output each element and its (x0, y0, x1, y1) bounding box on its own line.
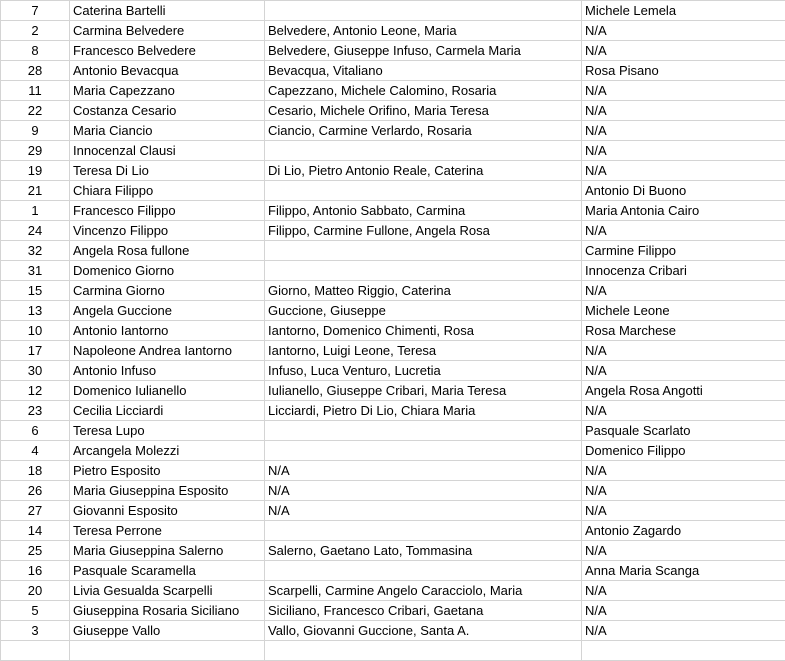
table-row (1, 541, 785, 561)
spouse-cell[interactable]: N/A (582, 481, 785, 501)
table-body (1, 1, 785, 661)
table-row (1, 481, 785, 501)
number-cell[interactable]: 5 (1, 601, 70, 621)
parents-cell[interactable]: Scarpelli, Carmine Angelo Caracciolo, Maria (265, 581, 582, 601)
spouse-cell[interactable]: N/A (582, 601, 785, 621)
table-row (1, 641, 785, 661)
number-cell[interactable]: 10 (1, 321, 70, 341)
name-cell[interactable]: Vincenzo Filippo (70, 221, 265, 241)
table-row (1, 81, 785, 101)
number-cell[interactable]: 4 (1, 441, 70, 461)
name-cell[interactable]: Livia Gesualda Scarpelli (70, 581, 265, 601)
number-cell[interactable]: 6 (1, 421, 70, 441)
number-cell[interactable]: 7 (1, 1, 70, 21)
number-cell[interactable]: 23 (1, 401, 70, 421)
name-cell[interactable]: Napoleone Andrea Iantorno (70, 341, 265, 361)
number-cell[interactable]: 12 (1, 381, 70, 401)
table-row (1, 381, 785, 401)
spouse-cell[interactable]: Michele Lemela (582, 1, 785, 21)
parents-cell[interactable]: Filippo, Carmine Fullone, Angela Rosa (265, 221, 582, 241)
parents-cell[interactable]: N/A (265, 501, 582, 521)
table-row (1, 281, 785, 301)
table-row (1, 261, 785, 281)
number-cell[interactable]: 20 (1, 581, 70, 601)
number-cell[interactable]: 1 (1, 201, 70, 221)
table-row (1, 501, 785, 521)
parents-cell[interactable]: N/A (265, 461, 582, 481)
number-cell[interactable]: 8 (1, 41, 70, 61)
spouse-cell[interactable]: Michele Leone (582, 301, 785, 321)
parents-cell[interactable]: Belvedere, Antonio Leone, Maria (265, 21, 582, 41)
number-cell[interactable]: 17 (1, 341, 70, 361)
table-row (1, 221, 785, 241)
spouse-cell[interactable] (582, 641, 785, 661)
spouse-cell[interactable]: Antonio Di Buono (582, 181, 785, 201)
parents-cell[interactable] (265, 261, 582, 281)
parents-cell[interactable]: Capezzano, Michele Calomino, Rosaria (265, 81, 582, 101)
table-row (1, 301, 785, 321)
parents-cell[interactable] (265, 421, 582, 441)
name-cell[interactable]: Cecilia Licciardi (70, 401, 265, 421)
spouse-cell[interactable]: N/A (582, 361, 785, 381)
table-row (1, 141, 785, 161)
spouse-cell[interactable]: N/A (582, 121, 785, 141)
number-cell[interactable]: 31 (1, 261, 70, 281)
number-cell[interactable]: 15 (1, 281, 70, 301)
parents-cell[interactable] (265, 641, 582, 661)
parents-cell[interactable] (265, 561, 582, 581)
parents-cell[interactable]: Iantorno, Domenico Chimenti, Rosa (265, 321, 582, 341)
spouse-cell[interactable]: N/A (582, 541, 785, 561)
number-cell[interactable]: 16 (1, 561, 70, 581)
spouse-cell[interactable]: Pasquale Scarlato (582, 421, 785, 441)
spouse-cell[interactable]: N/A (582, 341, 785, 361)
spouse-cell[interactable]: Innocenza Cribari (582, 261, 785, 281)
number-cell[interactable]: 19 (1, 161, 70, 181)
parents-cell[interactable]: Licciardi, Pietro Di Lio, Chiara Maria (265, 401, 582, 421)
spouse-cell[interactable]: Anna Maria Scanga (582, 561, 785, 581)
spouse-cell[interactable]: N/A (582, 401, 785, 421)
parents-cell[interactable]: Bevacqua, Vitaliano (265, 61, 582, 81)
spouse-cell[interactable]: N/A (582, 101, 785, 121)
number-cell[interactable]: 11 (1, 81, 70, 101)
spouse-cell[interactable]: Antonio Zagardo (582, 521, 785, 541)
number-cell[interactable]: 29 (1, 141, 70, 161)
table-row (1, 341, 785, 361)
parents-cell[interactable]: Cesario, Michele Orifino, Maria Teresa (265, 101, 582, 121)
spouse-cell[interactable]: N/A (582, 161, 785, 181)
parents-cell[interactable]: Siciliano, Francesco Cribari, Gaetana (265, 601, 582, 621)
spouse-cell[interactable]: Rosa Marchese (582, 321, 785, 341)
name-cell[interactable]: Caterina Bartelli (70, 1, 265, 21)
parents-cell[interactable] (265, 141, 582, 161)
name-cell[interactable]: Pasquale Scaramella (70, 561, 265, 581)
parents-cell[interactable] (265, 1, 582, 21)
parents-cell[interactable] (265, 181, 582, 201)
parents-cell[interactable] (265, 441, 582, 461)
number-cell[interactable]: 22 (1, 101, 70, 121)
name-cell[interactable]: Antonio Bevacqua (70, 61, 265, 81)
table-row (1, 161, 785, 181)
name-cell[interactable]: Teresa Perrone (70, 521, 265, 541)
name-cell[interactable]: Arcangela Molezzi (70, 441, 265, 461)
parents-cell[interactable] (265, 521, 582, 541)
name-cell[interactable]: Innocenzal Clausi (70, 141, 265, 161)
number-cell[interactable]: 27 (1, 501, 70, 521)
spouse-cell[interactable]: Angela Rosa Angotti (582, 381, 785, 401)
table-row (1, 21, 785, 41)
table-row (1, 581, 785, 601)
table-row (1, 441, 785, 461)
table-row (1, 361, 785, 381)
spouse-cell[interactable]: Rosa Pisano (582, 61, 785, 81)
name-cell[interactable]: Domenico Iulianello (70, 381, 265, 401)
number-cell[interactable]: 24 (1, 221, 70, 241)
name-cell[interactable]: Francesco Filippo (70, 201, 265, 221)
table-row (1, 121, 785, 141)
spouse-cell[interactable]: Maria Antonia Cairo (582, 201, 785, 221)
name-cell[interactable]: Maria Capezzano (70, 81, 265, 101)
name-cell[interactable]: Teresa Di Lio (70, 161, 265, 181)
number-cell[interactable]: 30 (1, 361, 70, 381)
table-row (1, 321, 785, 341)
table-row (1, 401, 785, 421)
number-cell[interactable]: 32 (1, 241, 70, 261)
spouse-cell[interactable]: N/A (582, 461, 785, 481)
table-row (1, 621, 785, 641)
spouse-cell[interactable]: N/A (582, 221, 785, 241)
name-cell[interactable]: Giuseppina Rosaria Siciliano (70, 601, 265, 621)
name-cell[interactable]: Giovanni Esposito (70, 501, 265, 521)
parents-cell[interactable]: Ciancio, Carmine Verlardo, Rosaria (265, 121, 582, 141)
number-cell[interactable]: 26 (1, 481, 70, 501)
name-cell[interactable]: Costanza Cesario (70, 101, 265, 121)
spouse-cell[interactable]: N/A (582, 501, 785, 521)
name-cell[interactable]: Domenico Giorno (70, 261, 265, 281)
parents-cell[interactable]: Vallo, Giovanni Guccione, Santa A. (265, 621, 582, 641)
table-row (1, 61, 785, 81)
name-cell[interactable]: Teresa Lupo (70, 421, 265, 441)
spouse-cell[interactable]: N/A (582, 81, 785, 101)
spouse-cell[interactable]: N/A (582, 41, 785, 61)
table-row (1, 561, 785, 581)
table-row (1, 1, 785, 21)
number-cell[interactable]: 18 (1, 461, 70, 481)
name-cell[interactable]: Maria Giuseppina Esposito (70, 481, 265, 501)
table-row (1, 101, 785, 121)
spouse-cell[interactable]: N/A (582, 581, 785, 601)
number-cell[interactable]: 9 (1, 121, 70, 141)
parents-cell[interactable]: Filippo, Antonio Sabbato, Carmina (265, 201, 582, 221)
parents-cell[interactable] (265, 241, 582, 261)
name-cell[interactable]: Antonio Infuso (70, 361, 265, 381)
spouse-cell[interactable]: N/A (582, 141, 785, 161)
table-row (1, 461, 785, 481)
name-cell[interactable]: Maria Giuseppina Salerno (70, 541, 265, 561)
parents-cell[interactable]: Di Lio, Pietro Antonio Reale, Caterina (265, 161, 582, 181)
name-cell[interactable]: Carmina Belvedere (70, 21, 265, 41)
table-row (1, 421, 785, 441)
name-cell[interactable]: Francesco Belvedere (70, 41, 265, 61)
number-cell[interactable]: 2 (1, 21, 70, 41)
table-row (1, 41, 785, 61)
spouse-cell[interactable]: Carmine Filippo (582, 241, 785, 261)
name-cell[interactable]: Angela Rosa fullone (70, 241, 265, 261)
name-cell[interactable]: Chiara Filippo (70, 181, 265, 201)
parents-cell[interactable]: N/A (265, 481, 582, 501)
parents-cell[interactable]: Salerno, Gaetano Lato, Tommasina (265, 541, 582, 561)
spouse-cell[interactable]: N/A (582, 21, 785, 41)
number-cell[interactable]: 13 (1, 301, 70, 321)
name-cell[interactable]: Antonio Iantorno (70, 321, 265, 341)
table-row (1, 601, 785, 621)
table-row (1, 521, 785, 541)
name-cell[interactable]: Giuseppe Vallo (70, 621, 265, 641)
name-cell[interactable]: Carmina Giorno (70, 281, 265, 301)
number-cell[interactable]: 21 (1, 181, 70, 201)
number-cell[interactable]: 3 (1, 621, 70, 641)
parents-cell[interactable]: Iantorno, Luigi Leone, Teresa (265, 341, 582, 361)
parents-cell[interactable]: Giorno, Matteo Riggio, Caterina (265, 281, 582, 301)
table-row (1, 241, 785, 261)
name-cell[interactable]: Angela Guccione (70, 301, 265, 321)
number-cell[interactable]: 14 (1, 521, 70, 541)
name-cell[interactable]: Pietro Esposito (70, 461, 265, 481)
name-cell[interactable] (70, 641, 265, 661)
parents-cell[interactable]: Belvedere, Giuseppe Infuso, Carmela Maria (265, 41, 582, 61)
number-cell[interactable]: 25 (1, 541, 70, 561)
number-cell[interactable] (1, 641, 70, 661)
spouse-cell[interactable]: Domenico Filippo (582, 441, 785, 461)
table-row (1, 181, 785, 201)
spouse-cell[interactable]: N/A (582, 621, 785, 641)
number-cell[interactable]: 28 (1, 61, 70, 81)
table-row (1, 201, 785, 221)
spouse-cell[interactable]: N/A (582, 281, 785, 301)
parents-cell[interactable]: Iulianello, Giuseppe Cribari, Maria Teresa (265, 381, 582, 401)
parents-cell[interactable]: Infuso, Luca Venturo, Lucretia (265, 361, 582, 381)
parents-cell[interactable]: Guccione, Giuseppe (265, 301, 582, 321)
name-cell[interactable]: Maria Ciancio (70, 121, 265, 141)
